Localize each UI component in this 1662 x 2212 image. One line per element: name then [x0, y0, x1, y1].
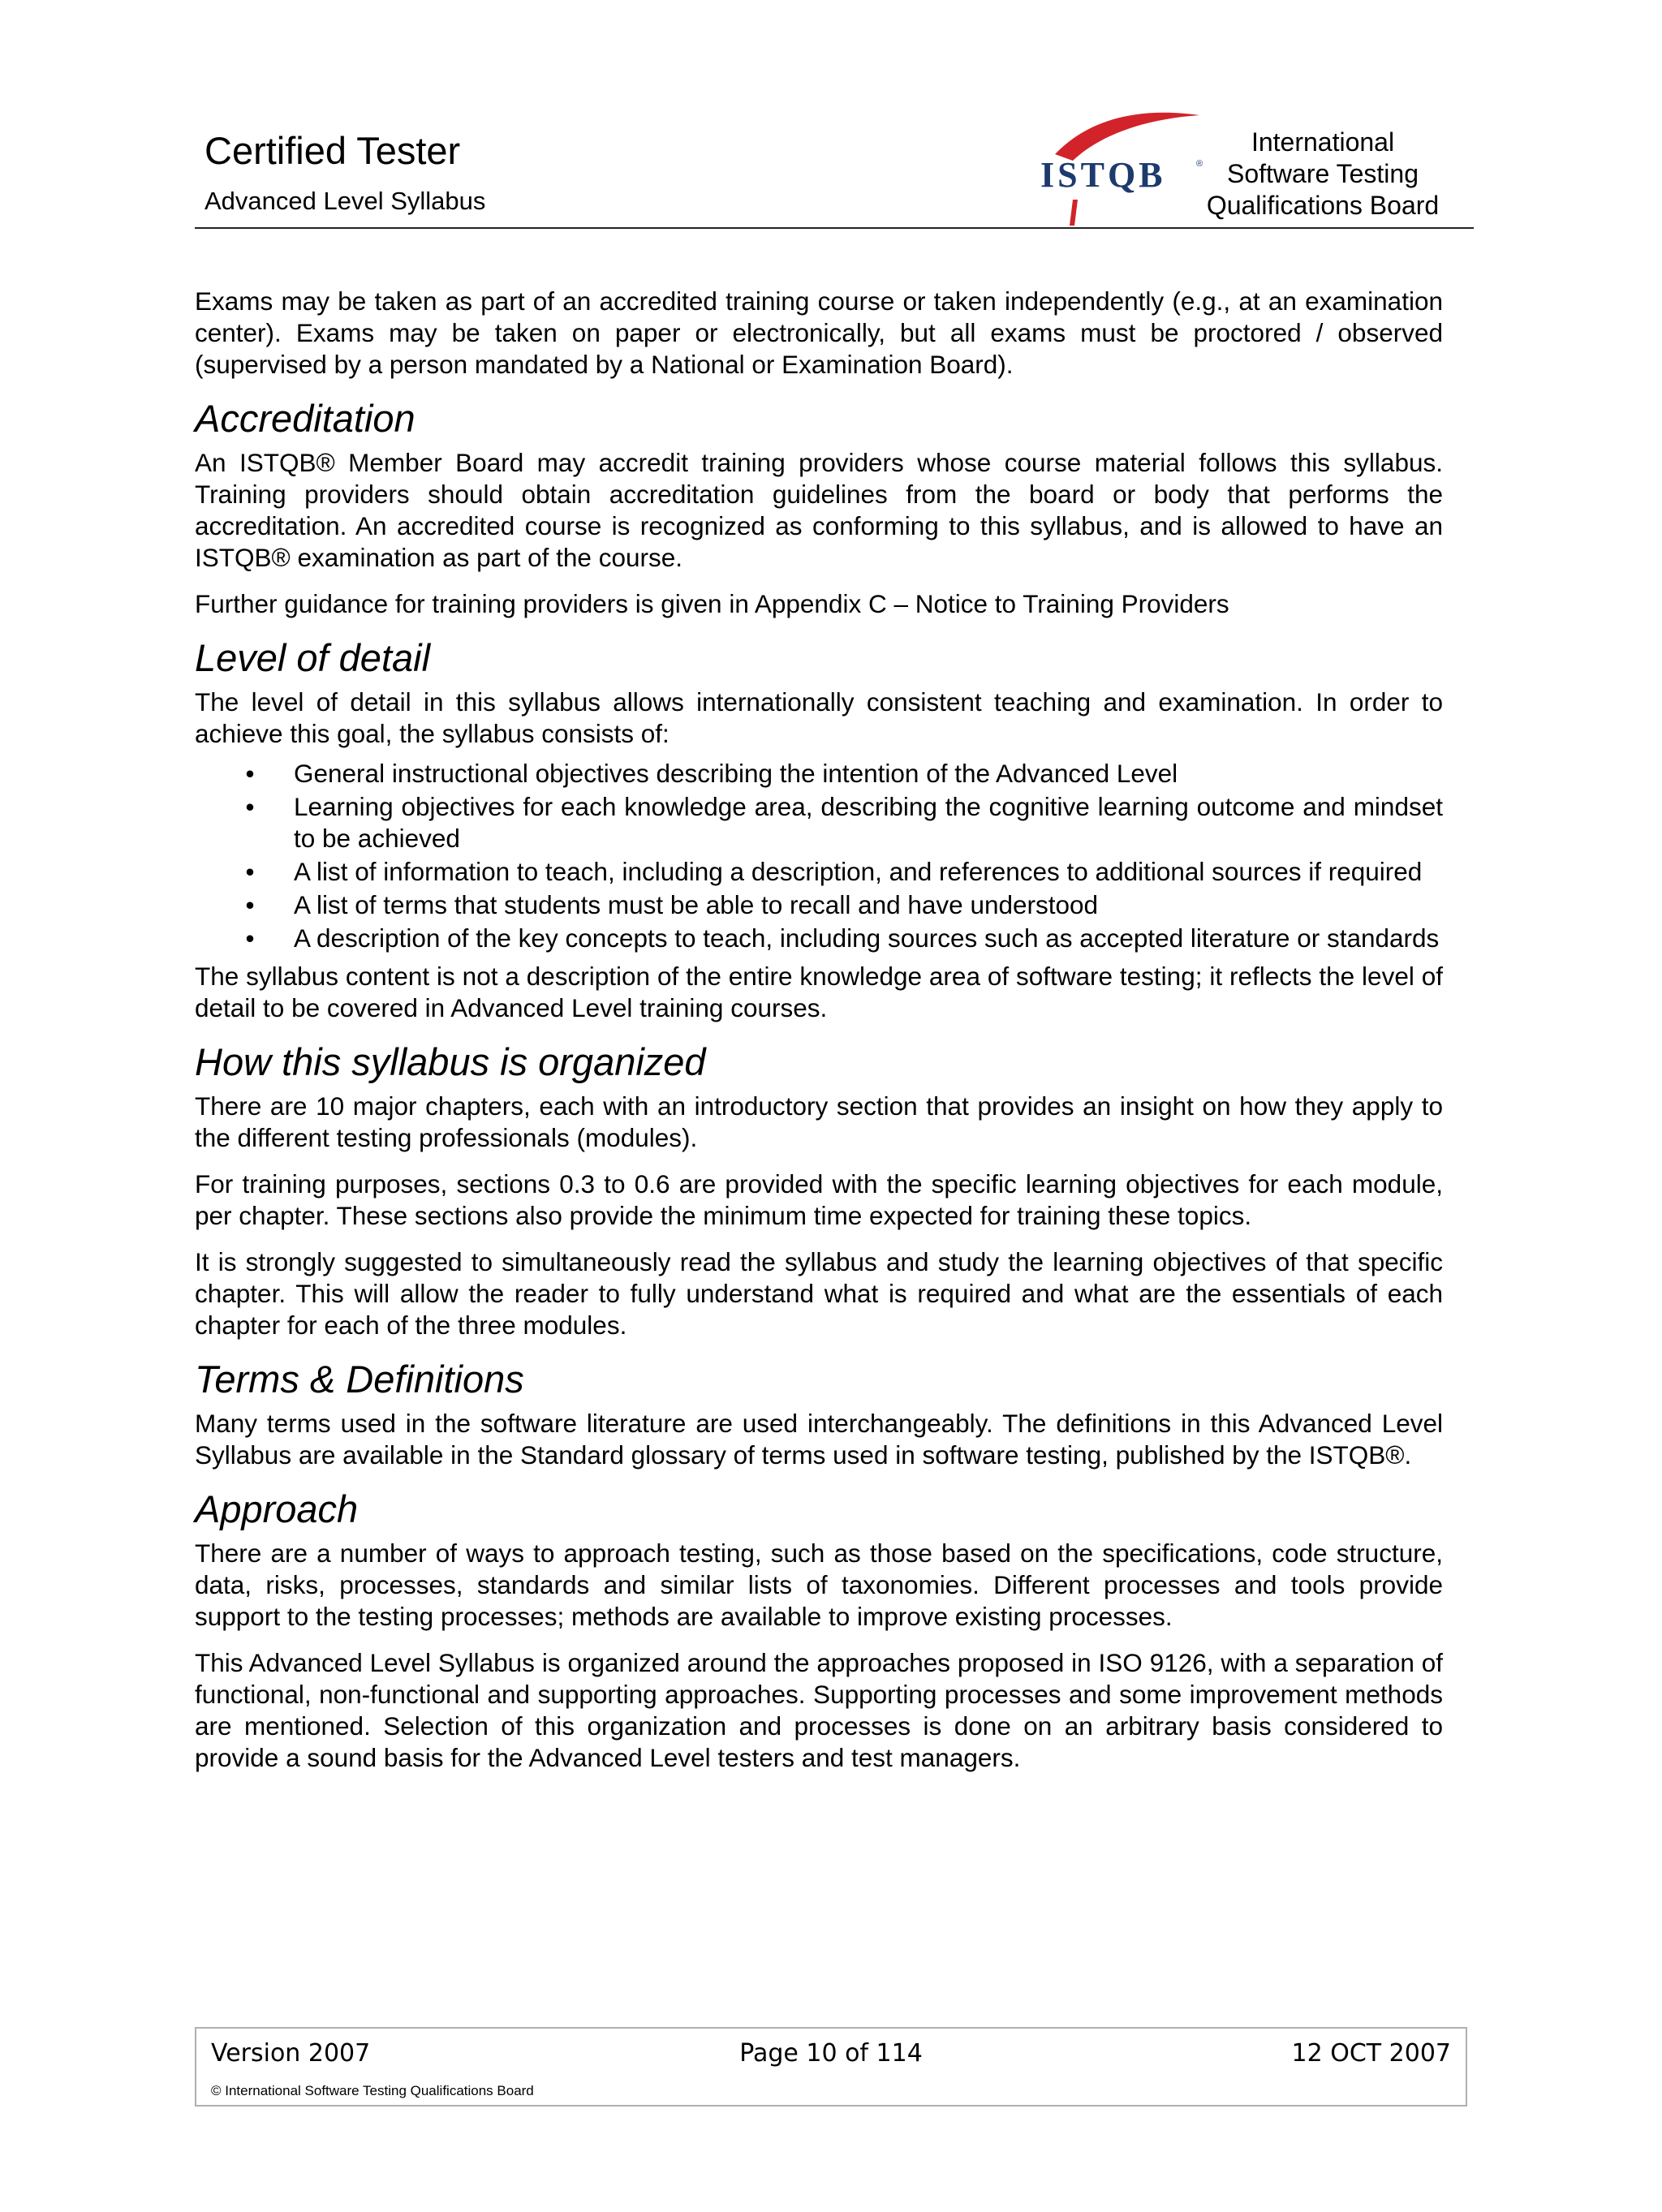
heading-terms-definitions: Terms & Definitions [195, 1358, 524, 1401]
page-footer [195, 2027, 1467, 2107]
page-header [195, 97, 1474, 229]
list-item-text: Learning objectives for each knowledge area, describing the cognitive learning outcome and mindset to be achieved [294, 792, 1443, 853]
org-line-2: Software Testing [1227, 159, 1419, 188]
accreditation-paragraph-1: An ISTQB® Member Board may accredit training providers whose course material follows this syllabus. Training providers should obtain accreditation guidelines from the board or body that performs the accreditation. An accredited course is recognized as conforming to this syllabus, and is allowed to have an ISTQB® examination as part of the course. [195, 448, 1443, 572]
accreditation-paragraph-2: Further guidance for training providers is given in Appendix C – Notice to Training Providers [195, 589, 1229, 618]
org-line-3: Qualifications Board [1206, 191, 1440, 220]
syllabus-contents-list [195, 758, 1443, 954]
footer-date: 12 OCT 2007 [1291, 2039, 1451, 2068]
list-item [195, 758, 1443, 790]
approach-paragraph-2: This Advanced Level Syllabus is organized around the approaches proposed in ISO 9126, with a separation of functional, non-functional and supporting approaches. Supporting processes and some improvement methods are mentioned. Selection of this organization and processes is done on an arbitrary basis considered to provide a sound basis for the Advanced Level testers and test managers. [195, 1648, 1443, 1772]
bullet-icon: • [245, 792, 255, 821]
heading-approach: Approach [195, 1487, 359, 1530]
list-item-text: General instructional objectives describing the intention of the Advanced Level [294, 759, 1178, 788]
organization-name [1185, 127, 1461, 222]
heading-accreditation: Accreditation [195, 397, 416, 440]
list-item-text: A list of information to teach, including a description, and references to additional sources if required [294, 857, 1423, 886]
list-item [195, 923, 1443, 954]
terms-paragraph-1: Many terms used in the software literature are used interchangeably. The definitions in this Advanced Level Syllabus are available in the Standard glossary of terms used in software testing, published by the ISTQB®. [195, 1409, 1443, 1470]
approach-paragraph-1: There are a number of ways to approach testing, such as those based on the specifications, code structure, data, risks, processes, standards and similar lists of taxonomies. Different processes and tools provide support to the testing processes; methods are available to improve existing processes. [195, 1539, 1443, 1631]
bullet-icon: • [245, 923, 255, 953]
page-body [195, 286, 1443, 1788]
footer-page-number: Page 10 of 114 [739, 2039, 923, 2068]
istqb-logo [1023, 104, 1209, 226]
logo-trademark: ® [1196, 159, 1203, 169]
header-subtitle: Advanced Level Syllabus [205, 187, 486, 215]
list-item [195, 889, 1443, 921]
list-item-text: A description of the key concepts to teach, including sources such as accepted literature or standards [294, 923, 1440, 953]
heading-level-of-detail: Level of detail [195, 636, 431, 679]
bullet-icon: • [245, 857, 255, 886]
level-of-detail-paragraph-1: The level of detail in this syllabus allows internationally consistent teaching and examination. In order to achieve this goal, the syllabus consists of: [195, 687, 1443, 748]
organization-paragraph-1: There are 10 major chapters, each with an introductory section that provides an insight on how they apply to the different testing professionals (modules). [195, 1091, 1443, 1152]
header-title: Certified Tester [205, 129, 461, 172]
footer-version: Version 2007 [211, 2039, 371, 2068]
list-item-text: A list of terms that students must be able to recall and have understood [294, 890, 1099, 919]
organization-paragraph-3: It is strongly suggested to simultaneously read the syllabus and study the learning objectives of that specific chapter. This will allow the reader to fully understand what is required and what are the essentials of each chapter for each of the three modules. [195, 1247, 1443, 1340]
level-of-detail-paragraph-2: The syllabus content is not a description of the entire knowledge area of software testing; it reflects the level of detail to be covered in Advanced Level training courses. [195, 962, 1443, 1022]
organization-paragraph-2: For training purposes, sections 0.3 to 0.6 are provided with the specific learning objectives for each module, per chapter. These sections also provide the minimum time expected for training these topics. [195, 1169, 1443, 1230]
heading-organization: How this syllabus is organized [195, 1040, 706, 1083]
bullet-icon: • [245, 890, 255, 919]
intro-paragraph: Exams may be taken as part of an accredited training course or taken independently (e.g., at an examination center). Exams may be taken on paper or electronically, but all exams must be proctored / observed (supervised by a person mandated by a National or Examination Board). [195, 286, 1443, 379]
list-item [195, 856, 1443, 888]
bullet-icon: • [245, 759, 255, 788]
logo-wordmark: ISTQB [1040, 155, 1166, 195]
org-line-1: International [1251, 127, 1395, 157]
footer-copyright: © International Software Testing Qualifications Board [211, 2083, 534, 2098]
list-item [195, 791, 1443, 854]
